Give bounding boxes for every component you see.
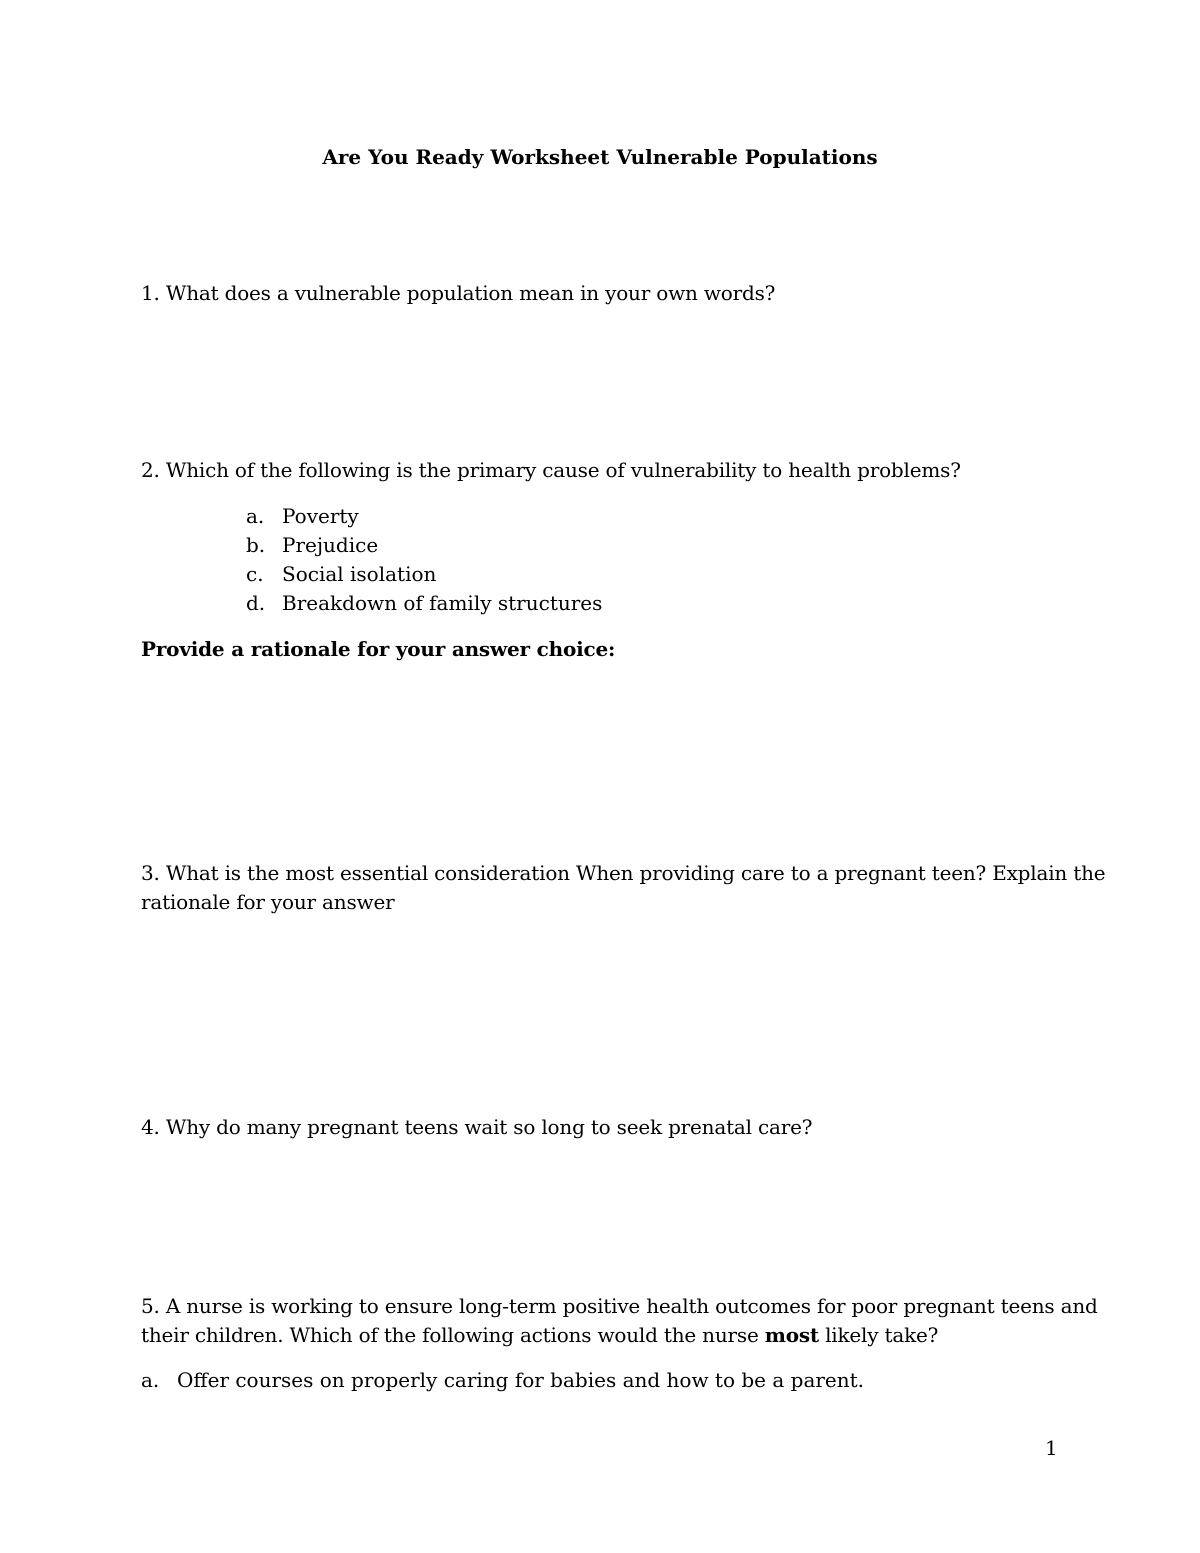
option-text: Social isolation bbox=[282, 562, 437, 586]
option-letter: d. bbox=[246, 591, 266, 615]
rationale-prompt: Provide a rationale for your answer choice: bbox=[141, 637, 616, 661]
option-text: Offer courses on properly caring for babies and how to be a parent. bbox=[177, 1368, 865, 1392]
option-letter: b. bbox=[246, 533, 266, 557]
question-3-line-2: rationale for your answer bbox=[141, 890, 395, 914]
option-letter: c. bbox=[246, 562, 264, 586]
option-text: Breakdown of family structures bbox=[282, 591, 603, 615]
page-title: Are You Ready Worksheet Vulnerable Populations bbox=[322, 145, 878, 169]
question-5-line-2 bbox=[141, 1320, 938, 1350]
option-text: Poverty bbox=[282, 504, 359, 528]
emphasis-most: most bbox=[764, 1323, 819, 1347]
option-text: Prejudice bbox=[282, 533, 379, 557]
option-letter: a. bbox=[246, 504, 265, 528]
question-5-text-before: their children. Which of the following actions would the nurse bbox=[141, 1323, 765, 1347]
question-2: 2. Which of the following is the primary cause of vulnerability to health problems? bbox=[141, 458, 961, 482]
question-5-text-after: likely take? bbox=[818, 1323, 939, 1347]
question-5-line-1: 5. A nurse is working to ensure long-term positive health outcomes for poor pregnant teens and bbox=[141, 1294, 1098, 1318]
question-4: 4. Why do many pregnant teens wait so long to seek prenatal care? bbox=[141, 1115, 813, 1139]
question-1: 1. What does a vulnerable population mean in your own words? bbox=[141, 281, 776, 305]
option-letter: a. bbox=[141, 1368, 160, 1392]
question-3-line-1: 3. What is the most essential consideration When providing care to a pregnant teen? Explain the bbox=[141, 861, 1106, 885]
page-number: 1 bbox=[1045, 1436, 1058, 1460]
